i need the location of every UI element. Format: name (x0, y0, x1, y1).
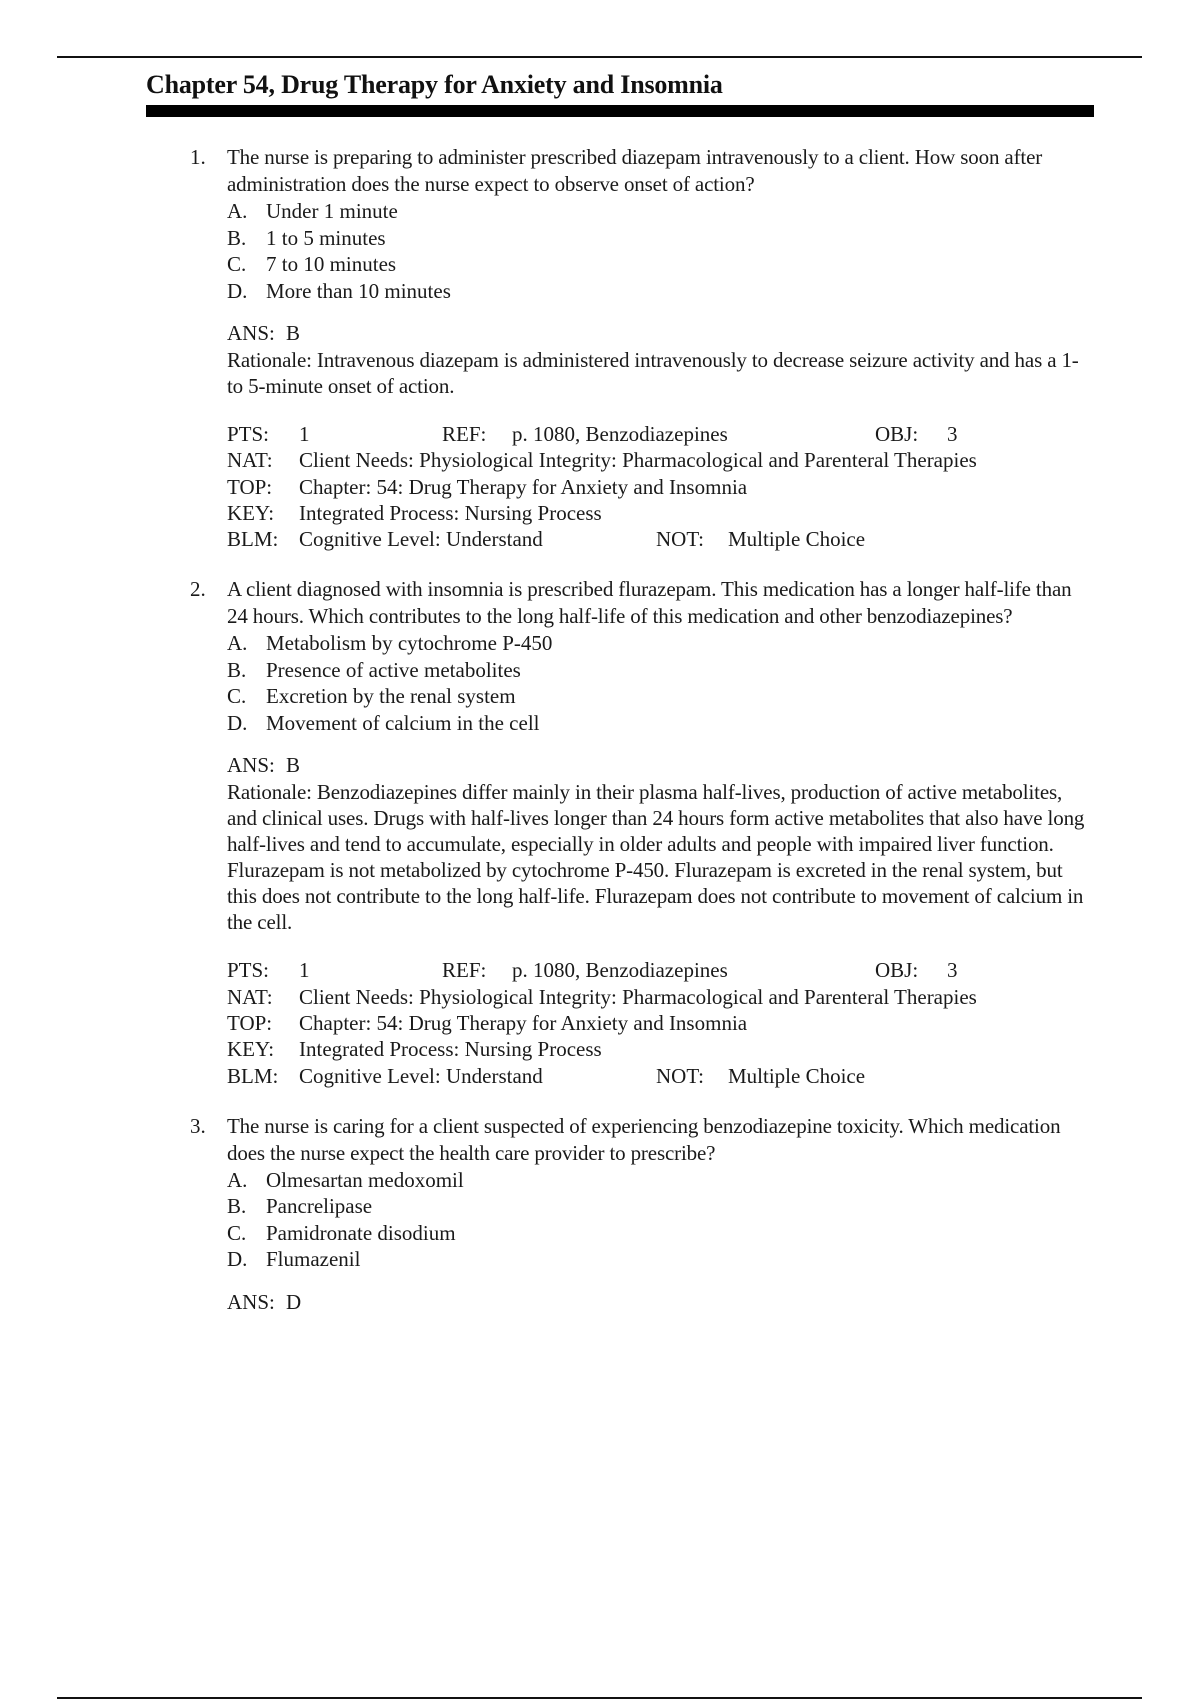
question-stem: The nurse is preparing to administer prescribed diazepam intravenously to a client. How soon after administration does the nurse expect to observe onset of action? (227, 145, 1043, 196)
option-c (227, 251, 1090, 278)
meta-row-nat (227, 447, 1090, 473)
obj-label: OBJ: (875, 958, 919, 983)
rationale: Rationale: Intravenous diazepam is administered intravenously to decrease seizure activity and has a 1- to 5-minute onset of action. (227, 348, 1079, 398)
question-3 (190, 1113, 1090, 1316)
blm-label: BLM: (227, 1063, 279, 1088)
option-c (227, 1220, 1090, 1247)
rationale: Rationale: Benzodiazepines differ mainly in their plasma half-lives, production of active metabolites, and clinical uses. Drugs with half-lives longer than 24 hours form active metabolites that also have long half-lives and tend to accumulate, especially in older adults and people with impaired liver function. Flurazepam is not metabolized by cytochrome P-450. Flurazepam is excreted in the renal system, but this does not contribute to the long half-life. Flurazepam does not contribute to movement of calcium in the cell. (227, 780, 1085, 935)
option-letter: D. (227, 278, 248, 303)
question-body (227, 144, 1090, 552)
option-a (227, 630, 1090, 657)
pts-label: PTS: (227, 958, 270, 983)
meta-row-blm (227, 526, 1090, 552)
meta-row-key (227, 1036, 1090, 1062)
option-text: Pamidronate disodium (266, 1220, 456, 1245)
answer-value: B (286, 753, 301, 778)
question-list (190, 144, 1090, 1316)
key-label: KEY: (227, 500, 275, 525)
chapter-title: Chapter 54, Drug Therapy for Anxiety and Insomnia (146, 70, 723, 99)
nat-label: NAT: (227, 448, 273, 473)
answer-label: ANS: (227, 753, 275, 778)
blm-value: Cognitive Level: Understand (299, 1063, 543, 1088)
option-letter: C. (227, 252, 247, 276)
top-label: TOP: (227, 474, 273, 499)
pts-value: 1 (299, 958, 310, 983)
top-label: TOP: (227, 1011, 273, 1036)
option-text: Flumazenil (266, 1247, 361, 1272)
option-text: 1 to 5 minutes (266, 225, 386, 250)
answer-key (227, 320, 1090, 347)
answer-options (227, 198, 1090, 304)
ref-label: REF: (442, 422, 487, 446)
question-body (227, 1113, 1090, 1316)
option-letter: A. (227, 1167, 248, 1192)
option-text: Movement of calcium in the cell (266, 710, 540, 735)
answer-value: D (286, 1289, 302, 1314)
meta-row-pts (227, 421, 1090, 447)
option-text: Olmesartan medoxomil (266, 1167, 464, 1192)
meta-row-top (227, 474, 1090, 500)
not-label: NOT: (656, 527, 704, 552)
option-letter: D. (227, 1247, 248, 1272)
meta-row-key (227, 500, 1090, 526)
question-2 (190, 576, 1090, 1088)
not-label: NOT: (656, 1063, 704, 1088)
nat-value: Client Needs: Physiological Integrity: Pharmacological and Parenteral Therapies (299, 984, 977, 1009)
question-stem: A client diagnosed with insomnia is prescribed flurazepam. This medication has a longer half-life than 24 hours. Which contributes to the long half-life of this medication and other benzodiazepines? (227, 577, 1072, 629)
blm-label: BLM: (227, 527, 279, 552)
option-d (227, 278, 1090, 305)
obj-value: 3 (947, 958, 958, 983)
option-letter: B. (227, 225, 247, 250)
option-a (227, 1167, 1090, 1194)
option-text: Presence of active metabolites (266, 657, 521, 682)
option-b (227, 225, 1090, 252)
ref-value: p. 1080, Benzodiazepines (512, 958, 728, 983)
key-value: Integrated Process: Nursing Process (299, 500, 602, 525)
option-c (227, 683, 1090, 710)
option-a (227, 198, 1090, 225)
meta-row-top (227, 1010, 1090, 1036)
question-number: 1. (190, 145, 206, 169)
answer-key (227, 752, 1090, 779)
footer-rule (57, 1697, 1142, 1699)
option-text: Excretion by the renal system (266, 684, 516, 709)
option-letter: A. (227, 199, 248, 223)
meta-row-blm (227, 1063, 1090, 1089)
ref-value: p. 1080, Benzodiazepines (512, 422, 728, 446)
pts-label: PTS: (227, 422, 270, 446)
option-b (227, 657, 1090, 684)
option-text: Pancrelipase (266, 1194, 373, 1219)
question-metadata (227, 957, 1090, 1088)
option-text: Under 1 minute (266, 199, 398, 223)
question-body (227, 576, 1090, 1088)
not-value: Multiple Choice (728, 527, 866, 552)
answer-value: B (286, 321, 301, 345)
top-value: Chapter: 54: Drug Therapy for Anxiety and Insomnia (299, 1011, 748, 1036)
option-text: Metabolism by cytochrome P-450 (266, 631, 553, 656)
option-letter: C. (227, 684, 247, 709)
option-d (227, 710, 1090, 737)
question-1 (190, 144, 1090, 552)
option-text: 7 to 10 minutes (266, 252, 397, 276)
nat-value: Client Needs: Physiological Integrity: Pharmacological and Parenteral Therapies (299, 448, 977, 473)
title-underline-bar (146, 105, 1094, 117)
question-metadata (227, 421, 1090, 552)
option-letter: B. (227, 1194, 247, 1219)
obj-label: OBJ: (875, 422, 919, 446)
answer-options (227, 1167, 1090, 1273)
top-value: Chapter: 54: Drug Therapy for Anxiety and Insomnia (299, 474, 748, 499)
option-d (227, 1246, 1090, 1273)
nat-label: NAT: (227, 984, 273, 1009)
answer-key (227, 1289, 1090, 1316)
meta-row-pts (227, 957, 1090, 983)
blm-value: Cognitive Level: Understand (299, 527, 543, 552)
option-b (227, 1193, 1090, 1220)
header-rule (57, 56, 1142, 58)
option-letter: A. (227, 631, 248, 656)
option-text: More than 10 minutes (266, 278, 451, 303)
answer-label: ANS: (227, 321, 275, 345)
question-number: 3. (190, 1113, 206, 1138)
not-value: Multiple Choice (728, 1063, 866, 1088)
option-letter: C. (227, 1220, 247, 1245)
answer-label: ANS: (227, 1289, 275, 1314)
ref-label: REF: (442, 958, 487, 983)
answer-options (227, 630, 1090, 736)
obj-value: 3 (947, 422, 958, 446)
key-label: KEY: (227, 1037, 275, 1062)
question-number: 2. (190, 577, 206, 602)
question-stem: The nurse is caring for a client suspected of experiencing benzodiazepine toxicity. Which medication does the nurse expect the health care provider to prescribe? (227, 1113, 1061, 1165)
option-letter: B. (227, 657, 247, 682)
pts-value: 1 (299, 422, 310, 446)
option-letter: D. (227, 710, 248, 735)
key-value: Integrated Process: Nursing Process (299, 1037, 602, 1062)
meta-row-nat (227, 984, 1090, 1010)
